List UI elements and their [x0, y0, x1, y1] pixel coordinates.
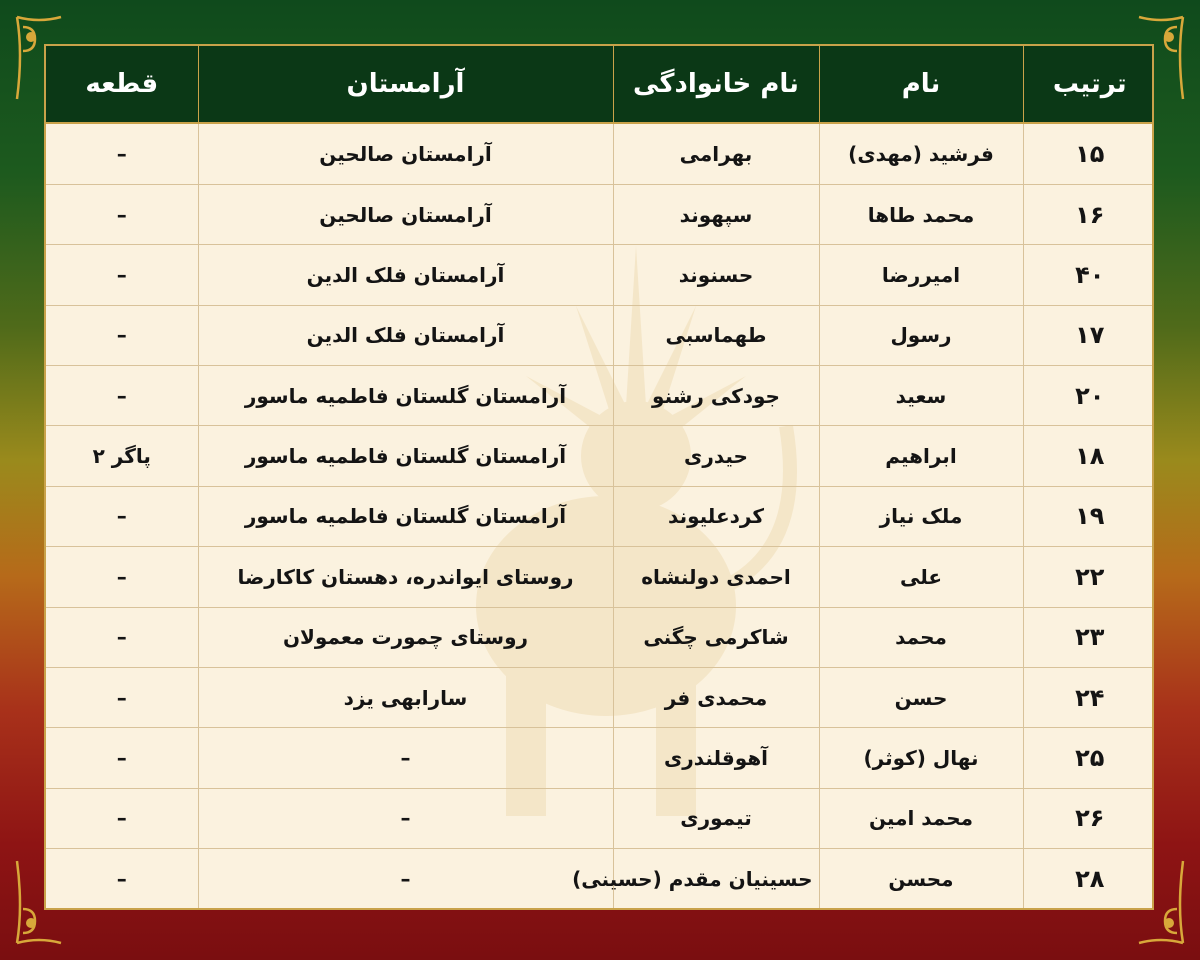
table-row	[46, 667, 1154, 727]
cell-section: –	[46, 123, 198, 184]
cell-cemetery: آرامستان گلستان فاطمیه ماسور	[198, 486, 613, 546]
cell-last-name: طهماسبی	[613, 305, 819, 365]
cell-last-name: بهرامی	[613, 123, 819, 184]
cell-cemetery: روستای چمورت معمولان	[198, 607, 613, 667]
cell-section: –	[46, 788, 198, 848]
cell-last-name: تیموری	[613, 788, 819, 848]
cell-cemetery: سارابهی یزد	[198, 667, 613, 727]
header-order: ترتیب	[1023, 46, 1154, 123]
cell-first-name: محمد طاها	[819, 184, 1023, 244]
cell-order: ۲۴	[1023, 667, 1154, 727]
table-row	[46, 607, 1154, 667]
martyrs-table	[46, 46, 1154, 908]
cell-cemetery: آرامستان گلستان فاطمیه ماسور	[198, 366, 613, 426]
cell-cemetery: آرامستان گلستان فاطمیه ماسور	[198, 426, 613, 486]
cell-section: –	[46, 547, 198, 607]
cell-last-name: کردعلیوند	[613, 486, 819, 546]
cell-first-name: محمد	[819, 607, 1023, 667]
cell-order: ۲۲	[1023, 547, 1154, 607]
cell-section: –	[46, 728, 198, 788]
cell-last-name: حسنوند	[613, 245, 819, 305]
cell-first-name: رسول	[819, 305, 1023, 365]
cell-last-name: احمدی دولنشاه	[613, 547, 819, 607]
table-row	[46, 728, 1154, 788]
cell-section: پاگر ۲	[46, 426, 198, 486]
cell-cemetery: آرامستان صالحین	[198, 123, 613, 184]
cell-first-name: محسن	[819, 849, 1023, 908]
cell-order: ۲۳	[1023, 607, 1154, 667]
cell-cemetery: –	[198, 788, 613, 848]
table-row	[46, 486, 1154, 546]
table-row	[46, 426, 1154, 486]
cell-last-name: محمدی فر	[613, 667, 819, 727]
header-first-name: نام	[819, 46, 1023, 123]
cell-order: ۲۸	[1023, 849, 1154, 908]
cell-first-name: فرشید (مهدی)	[819, 123, 1023, 184]
cell-cemetery: –	[198, 849, 613, 908]
table-header-row	[46, 46, 1154, 123]
cell-cemetery: آرامستان فلک الدین	[198, 305, 613, 365]
table-row	[46, 788, 1154, 848]
cell-last-name: آهوقلندری	[613, 728, 819, 788]
cell-first-name: محمد امین	[819, 788, 1023, 848]
table-row	[46, 245, 1154, 305]
cell-order: ۱۸	[1023, 426, 1154, 486]
table-row	[46, 849, 1154, 908]
cell-first-name: علی	[819, 547, 1023, 607]
cell-section: –	[46, 667, 198, 727]
cell-order: ۲۶	[1023, 788, 1154, 848]
table-row	[46, 366, 1154, 426]
cell-section: –	[46, 607, 198, 667]
table-row	[46, 547, 1154, 607]
cell-last-name: حسینیان مقدم (حسینی)	[613, 849, 819, 908]
cell-section: –	[46, 366, 198, 426]
header-cemetery: آرامستان	[198, 46, 613, 123]
cell-last-name: سپهوند	[613, 184, 819, 244]
cell-first-name: امیررضا	[819, 245, 1023, 305]
cell-order: ۱۶	[1023, 184, 1154, 244]
cell-order: ۱۷	[1023, 305, 1154, 365]
header-last-name: نام خانوادگی	[613, 46, 819, 123]
header-section: قطعه	[46, 46, 198, 123]
cell-first-name: نهال (کوثر)	[819, 728, 1023, 788]
table-frame	[44, 44, 1154, 910]
cell-last-name: جودکی رشنو	[613, 366, 819, 426]
cell-section: –	[46, 486, 198, 546]
cell-order: ۲۵	[1023, 728, 1154, 788]
cell-section: –	[46, 245, 198, 305]
table-row	[46, 305, 1154, 365]
cell-section: –	[46, 305, 198, 365]
cell-last-name: حیدری	[613, 426, 819, 486]
cell-section: –	[46, 184, 198, 244]
table-row	[46, 184, 1154, 244]
cell-last-name: شاکرمی چگنی	[613, 607, 819, 667]
cell-order: ۱۵	[1023, 123, 1154, 184]
cell-first-name: ابراهیم	[819, 426, 1023, 486]
cell-section: –	[116, 866, 127, 891]
cell-order: ۴۰	[1023, 245, 1154, 305]
cell-order: ۱۹	[1023, 486, 1154, 546]
cell-cemetery: روستای ایواندره، دهستان کاکارضا	[198, 547, 613, 607]
cell-cemetery: آرامستان فلک الدین	[198, 245, 613, 305]
cell-first-name: حسن	[819, 667, 1023, 727]
cell-cemetery: –	[198, 728, 613, 788]
table-row	[46, 123, 1154, 184]
cell-order: ۲۰	[1023, 366, 1154, 426]
cell-cemetery: آرامستان صالحین	[198, 184, 613, 244]
cell-first-name: سعید	[819, 366, 1023, 426]
cell-first-name: ملک نیاز	[819, 486, 1023, 546]
